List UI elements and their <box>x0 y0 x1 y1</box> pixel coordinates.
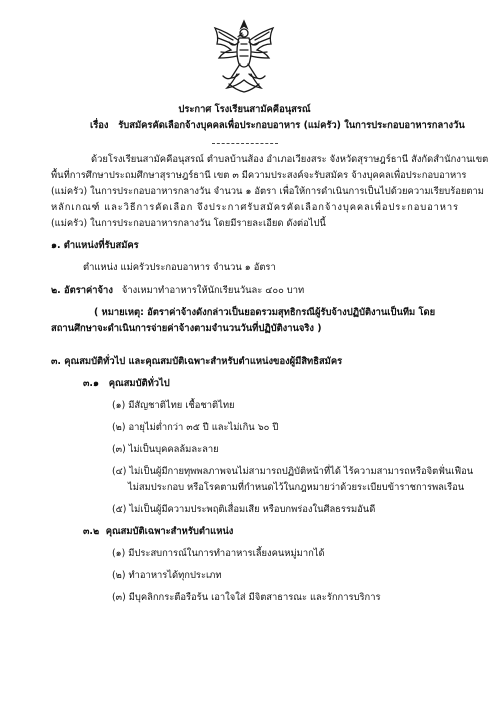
subject-label: เรื่อง <box>90 120 109 131</box>
general-item-5: (๕) ไม่เป็นผู้มีความประพฤติเสื่อมเสีย หรือบกพร่องในศีลธรรมอันดี <box>112 504 376 515</box>
general-item-1: (๑) มีสัญชาติไทย เชื้อชาติไทย <box>112 400 235 411</box>
specific-item-1: (๑) มีประสบการณ์ในการทำอาหารเลี้ยงคนหมู่มากได้ <box>112 548 325 559</box>
intro-line-2: พื้นที่การศึกษาประถมศึกษาสุราษฎร์ธานี เขต ๓ มีความประสงค์จะรับสมัคร จ้างบุคคลเพื่อประกอบอาหาร <box>51 170 467 181</box>
section1-heading: ๑. ตำแหน่งที่รับสมัคร <box>51 240 139 251</box>
section2-line <box>51 285 304 297</box>
specific-qualifications-heading <box>83 526 233 538</box>
section2-note-line-1: ( หมายเหตุ: อัตราค่าจ้างดังกล่าวเป็นยอดรวมสุทธิกรณีผู้รับจ้างปฏิบัติงานเป็นทีม โดย <box>94 307 436 318</box>
section2-note-line-2: สถานศึกษาจะดำเนินการจ่ายค่าจ้างตามจำนวนวันที่ปฏิบัติงานจริง ) <box>51 323 322 334</box>
general-item-2: (๒) อายุไม่ต่ำกว่า ๓๕ ปี และไม่เกิน ๖๐ ปี <box>112 422 279 433</box>
specific-number: ๓.๒ <box>83 526 100 537</box>
intro-line-1: ด้วยโรงเรียนสามัคคีอนุสรณ์ ตำบลบ้านส้อง อำเภอเวียงสระ จังหวัดสุราษฎร์ธานี สังกัดสำนักงานเขต <box>91 154 489 165</box>
specific-item-3: (๓) มีบุคลิกกระตือรือร้น เอาใจใส่ มีจิตสาธารณะ และรักการบริการ <box>112 592 381 603</box>
intro-line-3: (แม่ครัว) ในการประกอบอาหารกลางวัน จำนวน ๑ อัตรา เพื่อให้การดำเนินการเป็นไปด้วยความเรียบร้อยตาม <box>51 186 484 197</box>
title-divider <box>212 143 278 144</box>
section3-heading: ๓. คุณสมบัติทั่วไป และคุณสมบัติเฉพาะสำหรับตำแหน่งของผู้มีสิทธิสมัคร <box>51 356 343 367</box>
general-item-4-continued: ไม่สมประกอบ หรือโรคตามที่กำหนดไว้ในกฎหมายว่าด้วยระเบียบข้าราชการพลเรือน <box>128 482 465 493</box>
intro-line-4: หลักเกณฑ์ และวิธีการคัดเลือก จึงประกาศรับสมัครคัดเลือกจ้างบุคคลเพื่อประกอบอาหาร <box>51 202 459 213</box>
general-item-4: (๔) ไม่เป็นผู้มีกายทุพพลภาพจนไม่สามารถปฏิบัติหน้าที่ได้ ไร้ความสามารถหรือจิตฟั่นเฟือน <box>112 466 474 477</box>
subject-text: รับสมัครคัดเลือกจ้างบุคคลเพื่อประกอบอาหาร (แม่ครัว) ในการประกอบอาหารกลางวัน <box>118 120 465 131</box>
section2-detail: จ้างเหมาทำอาหารให้นักเรียนวันละ ๔๐๐ บาท <box>121 285 305 296</box>
subject-line <box>90 120 465 132</box>
general-number: ๓.๑ <box>83 378 99 389</box>
garuda-emblem-icon <box>209 18 279 94</box>
general-item-3: (๓) ไม่เป็นบุคคลล้มละลาย <box>112 444 219 455</box>
general-qualifications-heading <box>83 378 170 390</box>
section2-heading: ๒. อัตราค่าจ้าง <box>51 285 113 296</box>
general-title: คุณสมบัติทั่วไป <box>108 378 170 389</box>
specific-item-2: (๒) ทำอาหารได้ทุกประเภท <box>112 570 222 581</box>
announcement-title: ประกาศ โรงเรียนสามัคคีอนุสรณ์ <box>178 104 311 115</box>
section1-detail: ตำแหน่ง แม่ครัวประกอบอาหาร จำนวน ๑ อัตรา <box>83 262 276 273</box>
specific-title: คุณสมบัติเฉพาะสำหรับตำแหน่ง <box>105 526 234 537</box>
intro-line-5: (แม่ครัว) ในการประกอบอาหารกลางวัน โดยมีรายละเอียด ดังต่อไปนี้ <box>51 218 326 229</box>
